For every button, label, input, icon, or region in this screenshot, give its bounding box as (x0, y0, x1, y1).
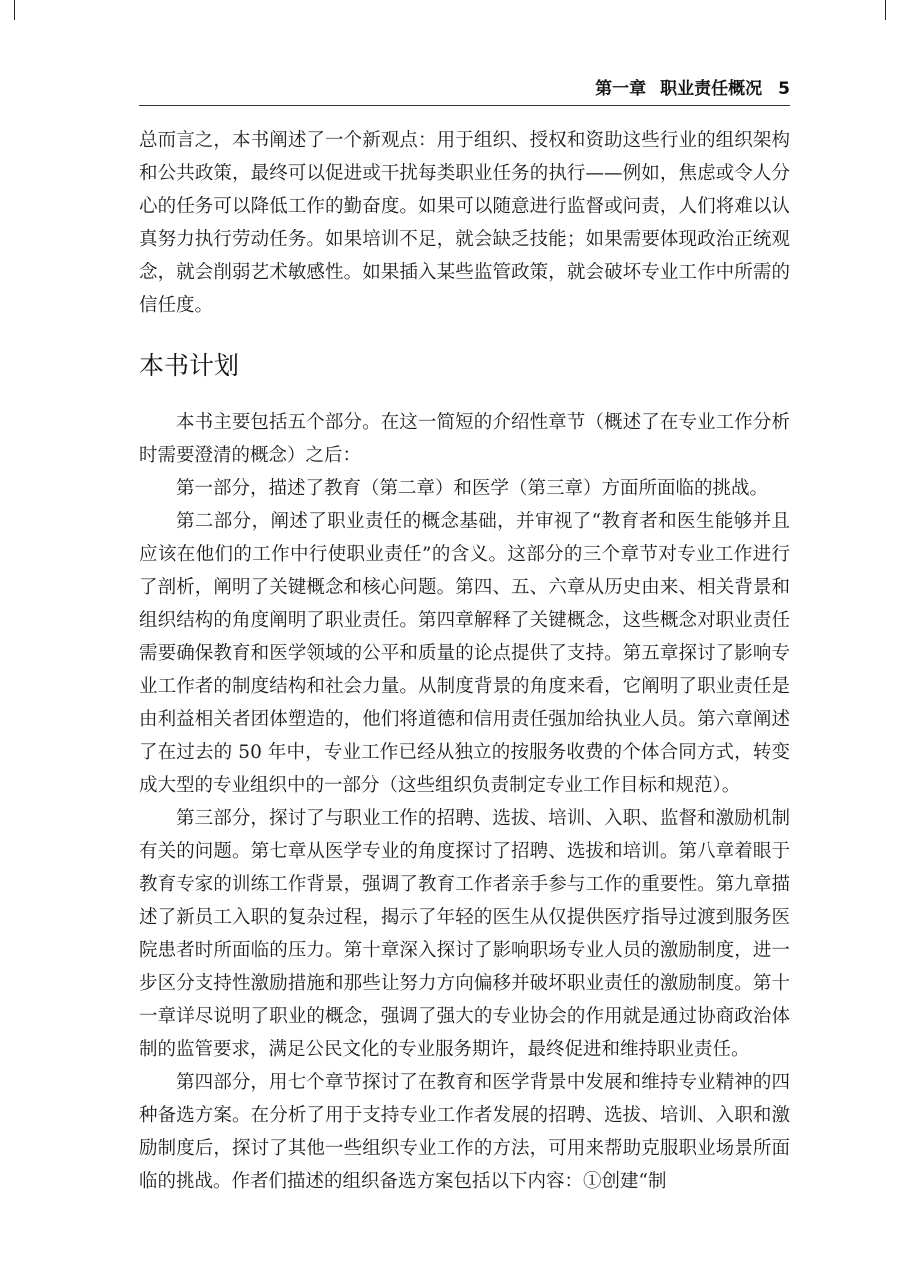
paragraph-part-three: 第三部分，探讨了与职业工作的招聘、选拔、培训、入职、监督和激励机制有关的问题。第七章从医学专业的角度探讨了招聘、选拔和培训。第八章着眼于教育专家的训练工作背景，强调了教育工作者亲手参与工作的重要性。第九章描述了新员工入职的复杂过程，揭示了年轻的医生从仅提供医疗指导过渡到服务医院患者时所面临的压力。第十章深入探讨了影响职场专业人员的激励制度，进一步区分支持性激励措施和那些让努力方向偏移并破坏职业责任的激励制度。第十一章详尽说明了职业的概念，强调了强大的专业协会的作用就是通过协商政治体制的监管要求，满足公民文化的专业服务期许，最终促进和维持职业责任。 (139, 808, 790, 1060)
header-rule (139, 105, 790, 106)
paragraph-overview: 本书主要包括五个部分。在这一简短的介绍性章节（概述了在专业工作分析时需要澄清的概念）之后： (139, 412, 790, 466)
paragraph-part-one: 第一部分，描述了教育（第二章）和医学（第三章）方面所面临的挑战。 (176, 478, 769, 499)
paragraph-part-two: 第二部分，阐述了职业责任的概念基础，并审视了“教育者和医生能够并且应该在他们的工作中行使职业责任”的含义。这部分的三个章节对专业工作进行了剖析，阐明了关键概念和核心问题。第四、五、六章从历史由来、相关背景和组织结构的角度阐明了职业责任。第四章解释了关键概念，这些概念对职业责任需要确保教育和医学领域的公平和质量的论点提供了支持。第五章探讨了影响专业工作者的制度结构和社会力量。从制度背景的角度来看，它阐明了职业责任是由利益相关者团体塑造的，他们将道德和信用责任强加给执业人员。第六章阐述了在过去的 50 年中，专业工作已经从独立的按服务收费的个体合同方式，转变成大型的专业组织中的一部分（这些组织负责制定专业工作目标和规范）。 (139, 511, 790, 796)
intro-paragraph: 总而言之，本书阐述了一个新观点：用于组织、授权和资助这些行业的组织架构和公共政策，最终可以促进或干扰每类职业任务的执行——例如，焦虑或令人分心的任务可以降低工作的勤奋度。如果可以随意进行监督或问责，人们将难以认真努力执行劳动任务。如果培训不足，就会缺乏技能；如果需要体现政治正统观念，就会削弱艺术敏感性。如果插入某些监管政策，就会破坏专业工作中所需的信任度。 (139, 130, 790, 316)
running-header (139, 76, 790, 102)
page-number: 5 (778, 79, 790, 99)
paragraph-part-four: 第四部分，用七个章节探讨了在教育和医学背景中发展和维持专业精神的四种备选方案。在分析了用于支持专业工作者发展的招聘、选拔、培训、入职和激励制度后，探讨了其他一些组织专业工作的方法，可用来帮助克服职业场景所面临的挑战。作者们描述的组织备选方案包括以下内容：①创建“制 (139, 1072, 790, 1192)
crop-mark-top-left (14, 0, 15, 20)
header-chapter-title: 职业责任概况 (660, 79, 763, 99)
header-chapter: 第一章 (595, 79, 647, 99)
section-heading: 本书计划 (139, 351, 240, 380)
page-body (139, 124, 790, 1198)
crop-mark-top-right (885, 0, 886, 20)
